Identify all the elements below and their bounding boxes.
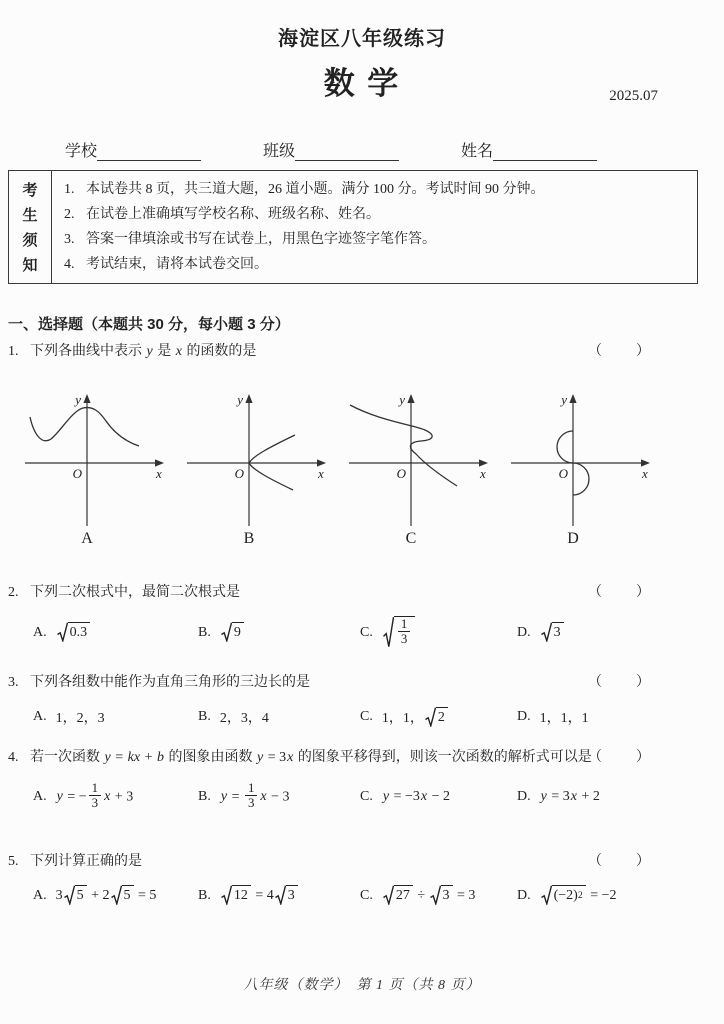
option-label: C. [360, 887, 373, 903]
y-axis-arrow [569, 394, 576, 403]
fraction: $\frac{1}{3}$ [245, 781, 257, 812]
option-math: y = $\frac{1}{3}$ x − 3 [220, 780, 290, 811]
fraction: $\frac{1}{3}$ [89, 781, 101, 812]
option-label: B. [198, 709, 211, 725]
x-axis-label: x [642, 465, 648, 481]
notice-side-char: 生 [22, 208, 38, 224]
notice-item [64, 256, 689, 274]
question-line [8, 673, 716, 693]
question-5 [8, 852, 716, 906]
question-2 [8, 583, 716, 649]
radical-sign [383, 616, 394, 649]
answer-bracket: （ ） [588, 344, 652, 359]
radical-sign [57, 622, 68, 642]
answer-bracket: （ ） [588, 675, 652, 690]
sqrt-radical: 3 [541, 622, 564, 642]
sqrt-radical: 5 [111, 885, 134, 905]
radical-sign [111, 885, 122, 905]
option-A [33, 707, 198, 727]
question-number: 3. [8, 675, 19, 690]
question-number: 2. [8, 585, 19, 600]
option-D [517, 789, 716, 805]
name-blank [493, 142, 597, 161]
question-number: 1. [8, 344, 19, 359]
option-A [33, 782, 198, 813]
option-math: y = 3x + 2 [540, 788, 600, 804]
question-text: 下列各曲线中表示 y 是 x 的函数的是 [30, 344, 257, 359]
sqrt-radical: 3 [430, 885, 453, 905]
option-label: A. [33, 709, 47, 725]
radical-sign [541, 622, 552, 642]
question-text: 下列各组数中能作为直角三角形的三边长的是 [30, 675, 310, 690]
option-C [360, 617, 517, 650]
option-label: B. [198, 788, 211, 804]
y-axis-arrow [407, 394, 414, 403]
q1-graph-c [346, 388, 496, 548]
origin-label: O [396, 465, 406, 481]
x-axis-label: x [156, 465, 162, 481]
option-C [360, 886, 517, 906]
option-math [540, 623, 565, 643]
q1-graph-row [22, 388, 716, 548]
option-label: C. [360, 788, 373, 804]
graph-canvas-d [508, 388, 658, 528]
school-field [65, 138, 201, 161]
option-math: 27 ÷ 3 = 3 [382, 886, 476, 906]
sqrt-radical: 3 [275, 885, 298, 905]
option-label: D. [517, 887, 531, 903]
exam-date: 2025.07 [609, 88, 658, 104]
radical-sign [425, 707, 436, 727]
sqrt-radical: 12 [221, 885, 251, 905]
notice-item [64, 231, 689, 249]
y-axis-label: y [561, 391, 567, 407]
notice-item [64, 206, 689, 224]
graph-option-label: A [81, 529, 93, 547]
answer-bracket: （ ） [588, 854, 652, 869]
question-line [8, 583, 716, 603]
question-4 [8, 748, 716, 812]
page-footer: 八年级（数学） 第 1 页（共 8 页） [243, 978, 481, 993]
origin-label: O [234, 465, 244, 481]
name-label: 姓名 [461, 143, 494, 160]
option-D [517, 707, 716, 727]
option-math: y = −3x − 2 [382, 788, 450, 804]
graph-option-label: B [243, 529, 255, 547]
y-axis-label: y [399, 391, 405, 407]
option-B [198, 707, 360, 727]
graph-canvas-b [184, 388, 334, 528]
question-number: 4. [8, 750, 19, 765]
options-row [33, 886, 716, 906]
radical-sign [275, 885, 286, 905]
notice-item [64, 181, 689, 199]
name-field [461, 138, 597, 161]
y-axis-arrow [245, 394, 252, 403]
section-title: 一、选择题（本题共 30 分，每小题 3 分） [8, 316, 290, 333]
option-math: (−2) 2 = −2 [540, 886, 617, 906]
notice-item-text: 在试卷上准确填写学校名称、班级名称、姓名。 [86, 206, 380, 222]
q1-graph-a [22, 388, 172, 548]
notice-side-char: 须 [22, 233, 38, 249]
radical-sign [221, 885, 232, 905]
y-axis-arrow [83, 394, 90, 403]
candidate-notice-box [8, 170, 698, 284]
question-line [8, 852, 716, 872]
option-A [33, 886, 198, 906]
option-D [517, 623, 716, 643]
option-math: 1，2，3 [55, 711, 105, 727]
option-label: C. [360, 709, 373, 725]
sqrt-radical: 9 [221, 622, 244, 642]
notice-item-text: 答案一律填涂或书写在试卷上，用黑色字迹签字笔作答。 [86, 231, 436, 247]
sqrt-radical: 0.3 [57, 622, 91, 642]
y-axis-label: y [75, 391, 81, 407]
notice-side-char: 知 [22, 258, 38, 274]
question-line [8, 342, 716, 362]
option-label: B. [198, 887, 211, 903]
radical-sign [64, 885, 75, 905]
school-blank [97, 142, 201, 161]
option-B [198, 782, 360, 813]
school-label: 学校 [65, 143, 98, 160]
graph-canvas-c [346, 388, 496, 528]
notice-side-char: 考 [22, 183, 38, 199]
option-math: y = − $\frac{1}{3}$ x + 3 [56, 780, 134, 811]
options-row [33, 707, 716, 729]
notice-body [52, 171, 697, 283]
option-label: B. [198, 624, 211, 640]
option-math [382, 617, 416, 650]
option-B [198, 623, 360, 643]
notice-item-text: 考试结束，请将本试卷交回。 [86, 256, 268, 272]
radical-sign [430, 885, 441, 905]
radical-sign [221, 622, 232, 642]
option-math: 1，1，1 [539, 711, 589, 727]
notice-item-number: 1. [64, 181, 75, 197]
question-3 [8, 673, 716, 728]
option-A [33, 623, 198, 643]
option-C [360, 789, 517, 805]
graph-option-label: C [405, 529, 417, 547]
origin-label: O [72, 465, 82, 481]
student-info-line [65, 138, 597, 161]
sqrt-radical [383, 616, 415, 649]
question-line [8, 748, 716, 768]
option-math [56, 623, 92, 643]
options-row [33, 782, 716, 813]
class-field [263, 138, 399, 161]
sqrt-radical: (−2) 2 [541, 885, 586, 905]
x-axis-label: x [480, 465, 486, 481]
option-math: 2，3，4 [219, 711, 269, 727]
subject-title: 数 学 [323, 66, 401, 101]
class-label: 班级 [263, 143, 296, 160]
option-D [517, 886, 716, 906]
answer-bracket: （ ） [588, 585, 652, 600]
option-B [198, 886, 360, 906]
graph-option-label: D [567, 529, 579, 547]
sqrt-radical: 5 [64, 885, 87, 905]
option-label: D. [517, 624, 531, 640]
option-label: A. [33, 624, 47, 640]
question-text: 下列二次根式中，最简二次根式是 [30, 585, 240, 600]
option-label: A. [33, 887, 47, 903]
graph-canvas-a [22, 388, 172, 528]
radical-sign [383, 885, 394, 905]
option-math [220, 623, 245, 643]
sqrt-radical: 2 [425, 707, 448, 727]
notice-item-number: 4. [64, 256, 75, 272]
x-axis-label: x [318, 465, 324, 481]
option-label: D. [517, 709, 531, 725]
q1-graph-b [184, 388, 334, 548]
notice-side-label [9, 171, 52, 283]
option-math: 12 = 4 3 [220, 886, 299, 906]
option-math: 3 5 + 2 5 = 5 [56, 886, 157, 906]
origin-label: O [558, 465, 568, 481]
notice-item-number: 3. [64, 231, 75, 247]
option-label: C. [360, 624, 373, 640]
radical-sign [541, 885, 552, 905]
question-text: 若一次函数 y = kx + b 的图象由函数 y = 3x 的图象平移得到，则该一次函数的解析式可以是 [30, 750, 592, 765]
answer-bracket: （ ） [588, 750, 652, 765]
sqrt-radical: 27 [383, 885, 413, 905]
notice-item-text: 本试卷共 8 页，共三道大题，26 道小题。满分 100 分。考试时间 90 分钟。 [86, 181, 545, 197]
wavy-single-valued-curve [30, 407, 139, 445]
option-C [360, 707, 517, 729]
question-number: 5. [8, 854, 19, 869]
option-label: D. [517, 788, 531, 804]
question-text: 下列计算正确的是 [30, 854, 142, 869]
option-label: A. [33, 788, 47, 804]
options-row [33, 617, 716, 650]
y-axis-label: y [237, 391, 243, 407]
q1-graph-d [508, 388, 658, 548]
option-math: 1，1， 2 [382, 707, 449, 729]
notice-item-number: 2. [64, 206, 75, 222]
question-1 [8, 342, 716, 548]
class-blank [295, 142, 399, 161]
fraction: $\frac{1}{3}$ [398, 617, 410, 648]
exam-title: 海淀区八年级练习 [278, 28, 446, 50]
